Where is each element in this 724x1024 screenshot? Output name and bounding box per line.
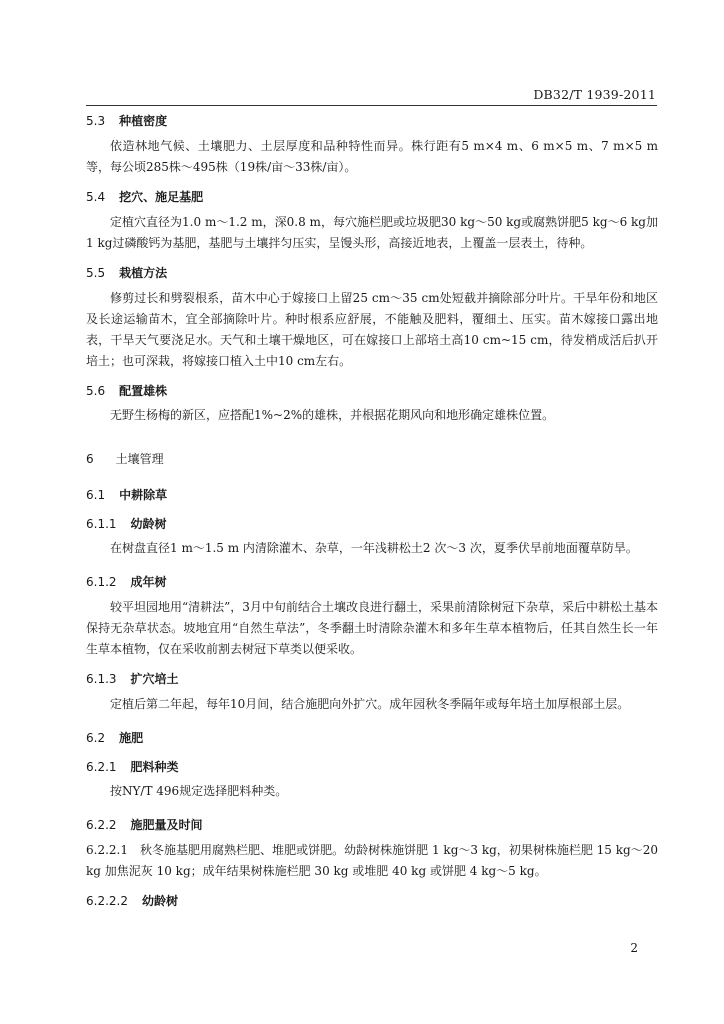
- chapter-title: 土壤管理: [115, 452, 164, 466]
- document-code: DB32/T 1939-2011: [533, 87, 656, 102]
- paragraph: 在树盘直径1 m～1.5 m 内清除灌木、杂草，一年浅耕松土2 次～3 次，夏季伏旱前地面覆草防旱。: [110, 541, 638, 555]
- section-title: 种植密度: [119, 114, 168, 128]
- section-heading: [86, 486, 167, 503]
- section-heading: [86, 112, 167, 129]
- section-title: 挖穴、施足基肥: [119, 190, 204, 204]
- subsection-heading: [86, 573, 167, 590]
- section-number: 6.1: [86, 488, 106, 502]
- section-title: 施肥量及时间: [130, 818, 203, 832]
- subsection-heading: [86, 515, 167, 532]
- section-heading: [86, 264, 167, 281]
- subsection-heading: [86, 670, 179, 687]
- section-number: 5.4: [86, 190, 106, 204]
- chapter-number: 6: [86, 452, 94, 466]
- subsection-heading: [86, 892, 178, 909]
- section-title: 施肥: [119, 731, 144, 745]
- section-number: 5.3: [86, 114, 106, 128]
- paragraph: 6.2.2.1 秋冬施基肥用腐熟栏肥、堆肥或饼肥。幼龄树株施饼肥 1 kg～3 kg，初果树株施栏肥 15 kg～20 kg 加焦泥灰 10 kg；成年结果树株施栏肥 30 kg 或堆肥 40 kg 或饼肥 4 kg～5 kg。: [86, 843, 658, 878]
- section-title: 幼龄树: [130, 517, 167, 531]
- page-number: 2: [630, 941, 638, 955]
- paragraph: 按NY/T 496规定选择肥料种类。: [110, 784, 288, 798]
- section-number: 5.6: [86, 384, 106, 398]
- section-title: 扩穴培土: [130, 672, 179, 686]
- paragraph: 修剪过长和劈裂根系，苗木中心于嫁接口上留25 cm～35 cm处短截并摘除部分叶片。干旱年份和地区及长途运输苗木，宜全部摘除叶片。种时根系应舒展，不能触及肥料，覆细土、压实。苗木嫁接口露出地表，干旱天气要浇足水。天气和土壤干燥地区，可在嫁接口上部培土高10 cm~15 cm，待发梢成活后扒开培土；也可深栽，将嫁接口植入土中10 cm左右。: [86, 291, 658, 368]
- paragraph: 无野生杨梅的新区，应搭配1%~2%的雄株，并根据花期风向和地形确定雄株位置。: [110, 408, 555, 422]
- chapter-heading: [86, 450, 164, 467]
- section-heading: [86, 382, 167, 399]
- section-heading: [86, 188, 203, 205]
- section-title: 中耕除草: [119, 488, 168, 502]
- section-number: 6.2.2.2: [86, 894, 128, 908]
- paragraph: 较平坦园地用“清耕法”，3月中旬前结合土壤改良进行翻土，采果前清除树冠下杂草，采后中耕松土基本保持无杂草状态。坡地宜用“自然生草法”，冬季翻土时清除杂灌木和多年生草本植物后，任其自然生长一年生草本植物，仅在采收前割去树冠下草类以便采收。: [86, 600, 658, 656]
- subsection-heading: [86, 816, 203, 833]
- section-number: 6.1.3: [86, 672, 117, 686]
- paragraph: 依造林地气候、土壤肥力、土层厚度和品种特性而异。株行距有5 m×4 m、6 m×5 m、7 m×5 m等，每公顷285株～495株（19株/亩～33株/亩）。: [86, 139, 658, 174]
- section-title: 成年树: [130, 575, 167, 589]
- section-title: 幼龄树: [141, 894, 178, 908]
- section-title: 肥料种类: [130, 760, 179, 774]
- section-number: 6.1.1: [86, 517, 117, 531]
- section-heading: [86, 729, 143, 746]
- subsection-heading: [86, 758, 179, 775]
- header-rule: [86, 105, 657, 106]
- section-title: 栽植方法: [119, 266, 168, 280]
- section-number: 6.2.1: [86, 760, 117, 774]
- paragraph: 定植后第二年起，每年10月间，结合施肥向外扩穴。成年园秋冬季隔年或每年培土加厚根部土层。: [110, 697, 630, 711]
- paragraph: 定植穴直径为1.0 m～1.2 m，深0.8 m，每穴施栏肥或垃圾肥30 kg～50 kg或腐熟饼肥5 kg～6 kg加1 kg过磷酸钙为基肥，基肥与土壤拌匀压实，呈馒头形，高接近地表，上覆盖一层表土，待种。: [86, 215, 658, 250]
- section-number: 6.1.2: [86, 575, 117, 589]
- section-number: 6.2.2: [86, 818, 117, 832]
- section-number: 6.2: [86, 731, 106, 745]
- section-number: 5.5: [86, 266, 106, 280]
- section-title: 配置雄株: [119, 384, 168, 398]
